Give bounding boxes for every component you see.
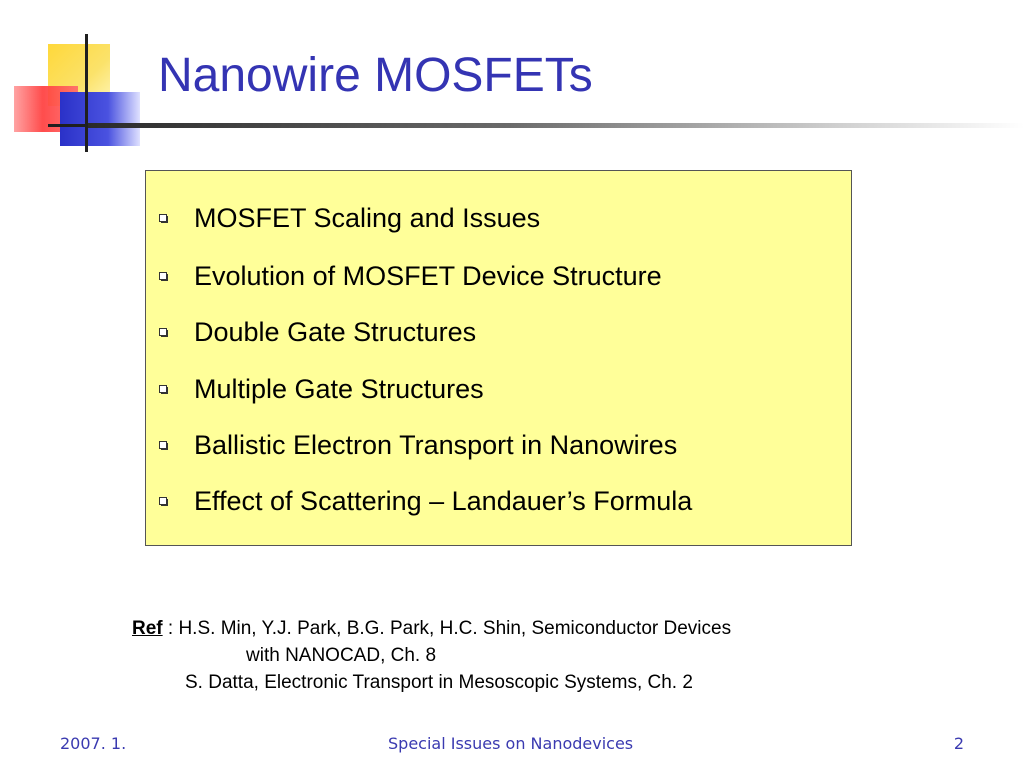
hollow-square-bullet-icon bbox=[158, 212, 170, 226]
slide-title: Nanowire MOSFETs bbox=[158, 49, 593, 102]
bullet-text: Multiple Gate Structures bbox=[194, 374, 484, 404]
logo-vertical-line bbox=[85, 34, 88, 152]
bullet-item bbox=[158, 430, 677, 461]
bullet-text: Double Gate Structures bbox=[194, 317, 477, 347]
bullet-item bbox=[158, 486, 692, 517]
footer-title: Special Issues on Nanodevices bbox=[388, 734, 634, 753]
hollow-square-bullet-icon bbox=[158, 495, 170, 509]
footer-date: 2007. 1. bbox=[60, 734, 127, 753]
bullet-item bbox=[158, 203, 540, 234]
reference-line-3: S. Datta, Electronic Transport in Mesoscopic Systems, Ch. 2 bbox=[185, 672, 693, 693]
bullet-text: MOSFET Scaling and Issues bbox=[194, 203, 541, 233]
footer-page-number: 2 bbox=[953, 734, 964, 753]
hollow-square-bullet-icon bbox=[158, 270, 170, 284]
hollow-square-bullet-icon bbox=[158, 383, 170, 397]
hollow-square-bullet-icon bbox=[158, 439, 170, 453]
bullet-item bbox=[158, 261, 662, 292]
bullet-item bbox=[158, 317, 476, 348]
bullet-text: Ballistic Electron Transport in Nanowires bbox=[194, 430, 678, 460]
hollow-square-bullet-icon bbox=[158, 326, 170, 340]
reference-text-1: : H.S. Min, Y.J. Park, B.G. Park, H.C. Shin, Semiconductor Devices bbox=[162, 618, 732, 639]
bullet-item bbox=[158, 374, 484, 405]
reference bbox=[132, 615, 732, 693]
bullet-text: Effect of Scattering – Landauer’s Formula bbox=[194, 486, 693, 516]
logo-blue-square bbox=[60, 92, 140, 146]
slide-logo bbox=[0, 0, 160, 160]
reference-line-1 bbox=[132, 615, 731, 642]
title-rule bbox=[88, 123, 1024, 128]
reference-line-2: with NANOCAD, Ch. 8 bbox=[246, 645, 437, 666]
bullet-text: Evolution of MOSFET Device Structure bbox=[194, 261, 662, 291]
reference-label: Ref bbox=[132, 618, 163, 639]
bullet-box bbox=[145, 170, 852, 546]
